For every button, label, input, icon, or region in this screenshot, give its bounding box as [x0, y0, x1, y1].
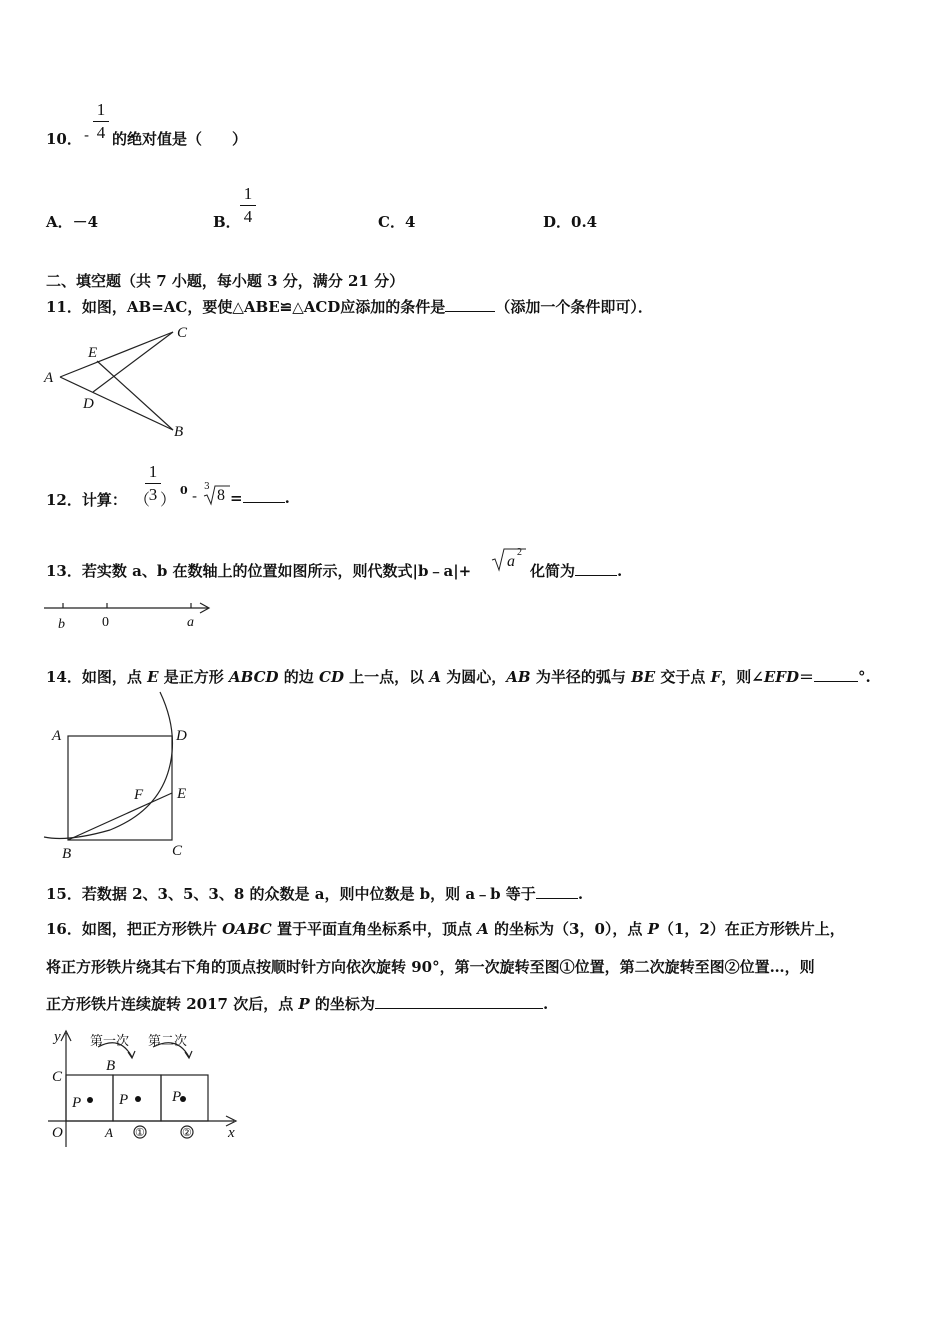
- q10-option-a-value: －4: [72, 213, 99, 231]
- q14-text-4: 的边: [278, 668, 319, 686]
- q15-number: 15．: [46, 885, 82, 903]
- q16-line3-P: P: [298, 995, 310, 1013]
- q15-answer-blank: [536, 898, 578, 899]
- q12-end: .: [284, 489, 290, 507]
- q14-text-3: ABCD: [229, 668, 279, 686]
- q13-axis-label-a: a: [187, 615, 194, 630]
- q14-label-c: C: [172, 843, 183, 859]
- q10-option-b-label: B．: [213, 213, 241, 231]
- q13-answer-blank: [575, 575, 617, 576]
- q10-option-c-label: C．: [378, 213, 405, 231]
- q10-minus: -: [84, 126, 90, 144]
- q14-number: 14．: [46, 668, 82, 686]
- q14-answer-blank: [814, 681, 858, 682]
- q10-number: 10．: [46, 130, 82, 148]
- q11-label-d: D: [83, 396, 94, 412]
- q13-number-line: [44, 598, 214, 634]
- q10-fraction: [93, 101, 109, 142]
- q16-line3: [46, 993, 548, 1014]
- q16-line1-d: （1，2）在正方形铁片上，: [658, 920, 845, 938]
- q16-number: 16．: [46, 920, 82, 938]
- q16-line1-c: 的坐标为（3，0），点: [488, 920, 648, 938]
- q14-text-8: 为圆心，: [441, 668, 507, 686]
- q11-label-c: C: [177, 325, 188, 341]
- q10-option-b-fraction: [240, 185, 256, 226]
- q11-triangle-figure: [40, 320, 200, 445]
- q16-label-y: y: [54, 1029, 61, 1045]
- q12-answer-blank: [243, 502, 285, 503]
- q10-option-a-label: A．: [46, 213, 73, 231]
- q16-label-p1: P: [72, 1095, 82, 1111]
- q12-fraction: [145, 463, 161, 504]
- q14-text-13: F: [710, 668, 722, 686]
- q10-frac-den: 4: [96, 123, 106, 142]
- q12-exponent: 0: [180, 484, 188, 497]
- q11-number: 11．: [46, 298, 82, 316]
- q12-frac-den: 3: [148, 485, 158, 504]
- q11-label-e: E: [88, 345, 98, 361]
- q12-minus: -: [192, 487, 198, 505]
- q13-axis-label-zero: 0: [102, 615, 109, 630]
- q16-label-x: x: [228, 1125, 235, 1141]
- q13-number: 13．: [46, 562, 82, 580]
- q16-line1-b: 置于平面直角坐标系中，顶点: [271, 920, 478, 938]
- q14-text-5: CD: [319, 668, 344, 686]
- q12-equals-line: [230, 489, 290, 507]
- q12-label: [46, 489, 127, 510]
- q16-label-pos2: ②: [182, 1127, 192, 1139]
- q14-text-14: ，则∠: [721, 668, 764, 686]
- q14-label-d: D: [176, 728, 187, 744]
- q12-radicand: 8: [217, 487, 225, 504]
- q11-text-before: 如图，AB=AC，要使△ABE≌△ACD应添加的条件是: [81, 298, 446, 316]
- q10-option-b-num: 1: [243, 184, 253, 203]
- q12-text: 计算：: [81, 491, 127, 509]
- q16-answer-blank: [375, 1008, 543, 1009]
- q16-line1: [46, 918, 845, 939]
- q14-text-2: 是正方形: [158, 668, 229, 686]
- q14-text-9: AB: [506, 668, 531, 686]
- q16-label-c: C: [52, 1069, 63, 1085]
- q14-text-0: 如图，点: [81, 668, 148, 686]
- q14-label-b: B: [62, 846, 72, 862]
- q14-end: °.: [857, 668, 871, 686]
- q13-tail: [530, 560, 622, 581]
- q14-text-7: A: [429, 668, 442, 686]
- q16-line3-b: 的坐标为: [309, 995, 375, 1013]
- q12-number: 12．: [46, 491, 82, 509]
- q11-label-a: A: [44, 370, 54, 386]
- q16-label-pos1: ①: [135, 1127, 145, 1139]
- q14-label-a: A: [52, 728, 62, 744]
- q14-label-f: F: [134, 787, 144, 803]
- q14-text-12: 交于点: [655, 668, 711, 686]
- q12-equals: =: [230, 489, 243, 507]
- q10-option-d-label: D．: [543, 213, 572, 231]
- section2-title: 二、填空题（共 7 小题，每小题 3 分，满分 21 分）: [46, 272, 405, 290]
- q10-frac-num: 1: [96, 100, 106, 119]
- q14-square-figure: [40, 690, 210, 865]
- q14-text-15: EFD: [763, 668, 799, 686]
- q14-text-10: 为半径的弧与: [530, 668, 632, 686]
- q14-text-16: ＝: [798, 668, 814, 686]
- q12-rparen: ）: [160, 490, 177, 509]
- q14-text-6: 上一点，以: [343, 668, 430, 686]
- q13-radicand-exp: 2: [517, 547, 522, 558]
- q16-label-b: B: [106, 1058, 116, 1074]
- q13-line: [46, 560, 471, 581]
- q10-option-d-value: 0.4: [571, 213, 598, 231]
- q10-option-b-den: 4: [243, 207, 253, 226]
- q14-text-1: E: [147, 668, 159, 686]
- q16-line2: 将正方形铁片绕其右下角的顶点按顺时针方向依次旋转 90°，第一次旋转至图①位置，第二次旋转至图②位置…，则: [46, 958, 815, 976]
- q13-radicand: a: [507, 553, 515, 570]
- q13-end: .: [617, 562, 623, 580]
- q14-label-e: E: [177, 786, 187, 802]
- q16-line1-P: P: [647, 920, 659, 938]
- q15-text: 若数据 2、3、5、3、8 的众数是 a，则中位数是 b，则 a﹣b 等于: [81, 885, 536, 903]
- q16-rotation-figure: [44, 1025, 244, 1150]
- q11-line: [46, 296, 653, 317]
- q14-text-11: BE: [631, 668, 656, 686]
- q10-option-c-value: 4: [404, 213, 416, 231]
- q16-line1-a: 如图，把正方形铁片: [81, 920, 223, 938]
- q15-end: .: [577, 885, 584, 903]
- q13-text-before: 若实数 a、b 在数轴上的位置如图所示，则代数式|b﹣a|+: [81, 562, 472, 580]
- q16-label-o: O: [52, 1125, 63, 1141]
- q15-line: [46, 883, 583, 904]
- q11-label-b: B: [174, 424, 184, 440]
- q16-end: .: [542, 995, 549, 1013]
- q16-line3-a: 正方形铁片连续旋转 2017 次后，点: [46, 995, 299, 1013]
- q16-label-first: 第一次: [90, 1034, 130, 1049]
- q10-option-d: [543, 211, 597, 232]
- q16-label-a: A: [105, 1125, 113, 1140]
- q12-lparen: （: [134, 490, 151, 509]
- q11-answer-blank: [445, 311, 495, 312]
- q10-option-c: [378, 211, 415, 232]
- q16-label-p2: P: [119, 1092, 129, 1108]
- q16-label-second: 第二次: [148, 1034, 188, 1049]
- q12-root-index: 3: [204, 482, 210, 492]
- q14-line: [46, 666, 871, 687]
- q11-text-after: （添加一个条件即可）．: [495, 298, 653, 316]
- q16-label-p3: P: [172, 1089, 182, 1105]
- q13-axis-label-b: b: [58, 617, 65, 632]
- q16-line1-oabc: OABC: [222, 920, 272, 938]
- q13-text-after: 化简为: [530, 562, 576, 580]
- q12-frac-num: 1: [148, 462, 158, 481]
- q16-line1-A: A: [477, 920, 489, 938]
- q10-option-a: [46, 211, 98, 232]
- q10-text: 的绝对值是（ ）: [112, 130, 248, 148]
